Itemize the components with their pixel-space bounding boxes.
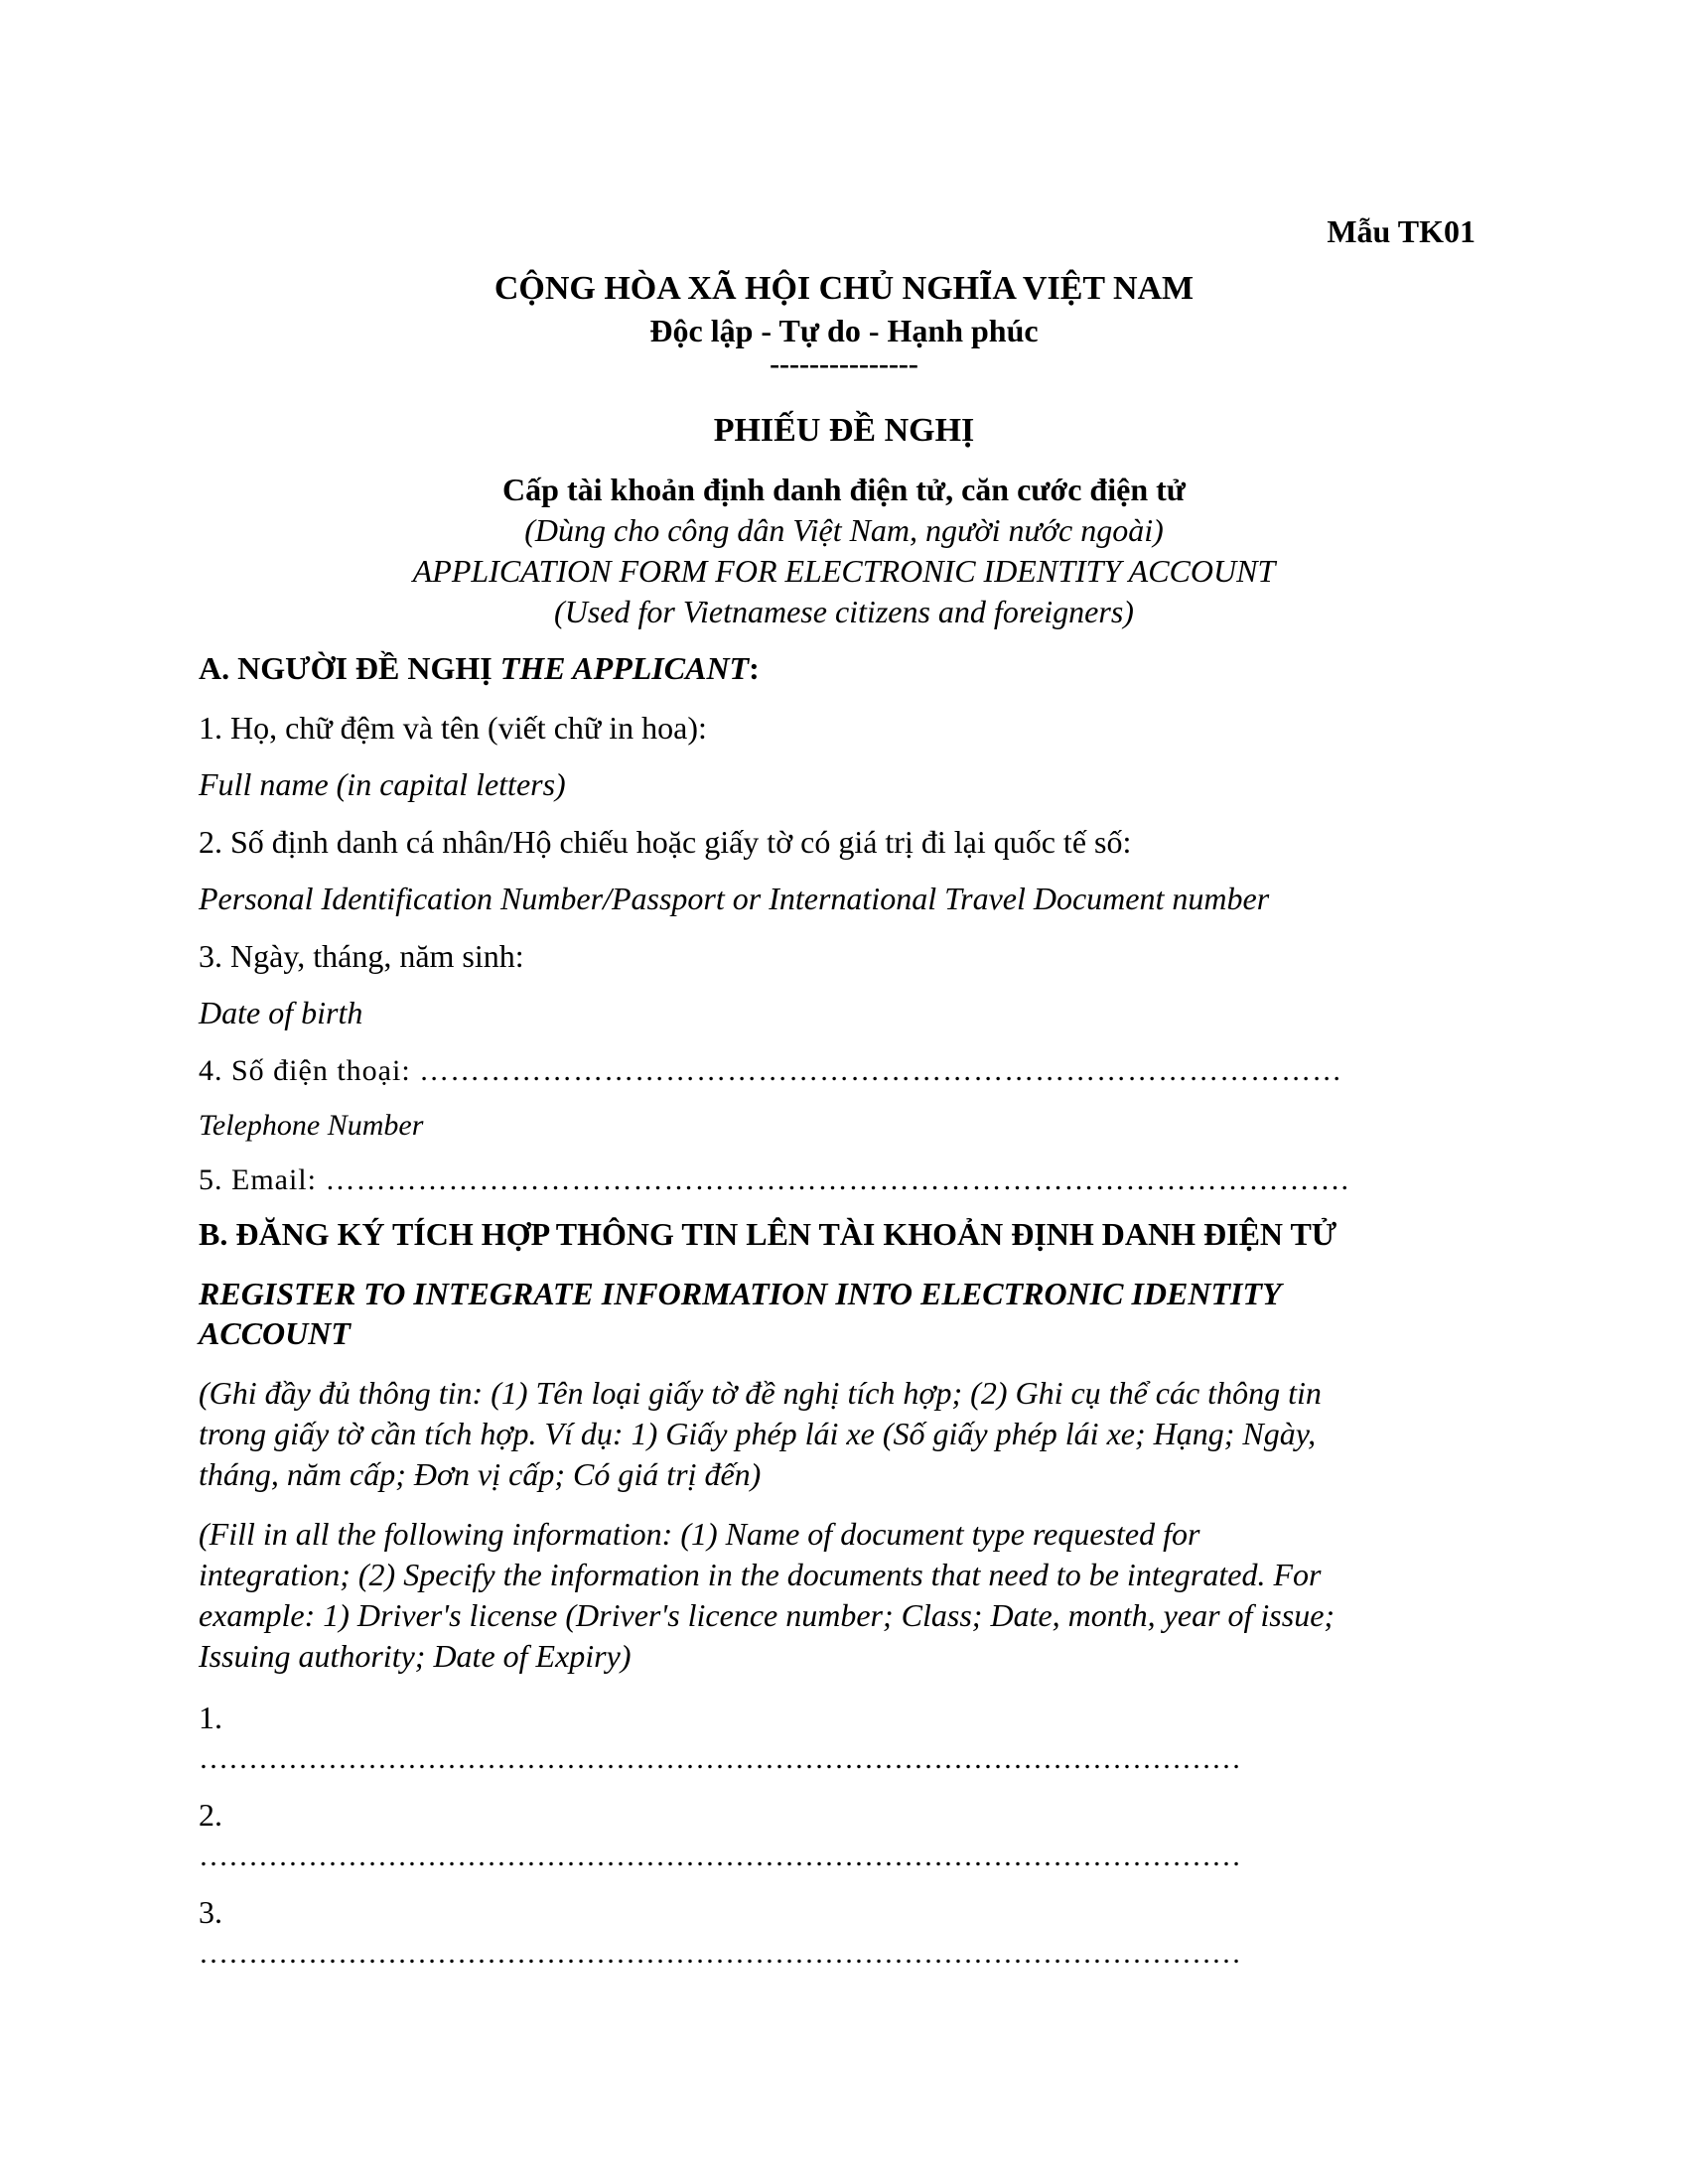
form-code: Mẫu TK01 (1327, 213, 1476, 249)
section-b-note-en-line3: example: 1) Driver's license (Driver's licence number; Class; Date, month, year of issue; (199, 1597, 1336, 1633)
entry-1-field[interactable]: …………………………………………………………………………………………… (199, 1742, 1241, 1775)
section-b-heading: B. ĐĂNG KÝ TÍCH HỢP THÔNG TIN LÊN TÀI KHOẢN ĐỊNH DANH ĐIỆN TỬ (199, 1216, 1337, 1252)
section-a-heading-vi: A. NGƯỜI ĐỀ NGHỊ (199, 650, 500, 686)
field-birth-date-label: 3. Ngày, tháng, năm sinh: (199, 938, 524, 974)
section-b-note-vi-line2: trong giấy tờ cần tích hợp. Ví dụ: 1) Giấy phép lái xe (Số giấy phép lái xe; Hạng; Ngày, (199, 1416, 1317, 1451)
entry-2-field[interactable]: …………………………………………………………………………………………… (199, 1840, 1241, 1872)
section-b-note-en-line2: integration; (2) Specify the information in the documents that need to be integrated. For (199, 1557, 1322, 1592)
section-b-heading-en-line2: ACCOUNT (199, 1315, 351, 1351)
form-title: PHIẾU ĐỀ NGHỊ (713, 412, 975, 449)
nation-title: CỘNG HÒA XÃ HỘI CHỦ NGHĨA VIỆT NAM (493, 270, 1195, 307)
section-b-note-en-line4: Issuing authority; Date of Expiry) (199, 1638, 632, 1674)
form-subtitle: Cấp tài khoản định danh điện tử, căn cước điện tử (502, 472, 1186, 507)
form-title-english: APPLICATION FORM FOR ELECTRONIC IDENTITY ACCOUNT (412, 553, 1276, 589)
field-full-name-label: 1. Họ, chữ đệm và tên (viết chữ in hoa): (199, 710, 707, 746)
entry-1-number: 1. (199, 1700, 222, 1735)
entry-3-field[interactable]: …………………………………………………………………………………………… (199, 1937, 1241, 1970)
field-id-number-label-en: Personal Identification Number/Passport or International Travel Document number (199, 881, 1270, 916)
form-title-english-note: (Used for Vietnamese citizens and foreigners) (554, 594, 1134, 629)
form-subtitle-note: (Dùng cho công dân Việt Nam, người nước ngoài) (524, 512, 1164, 548)
section-a-heading-colon: : (749, 650, 760, 686)
field-phone-label[interactable]: 4. Số điện thoại: ……………………………………………………………………………… (199, 1054, 1343, 1087)
section-a-heading-en: THE APPLICANT (499, 650, 750, 686)
section-b-note-vi-line3: tháng, năm cấp; Đơn vị cấp; Có giá trị đến) (199, 1456, 762, 1492)
field-email-label[interactable]: 5. Email: ………………………………………………………………………………………. (199, 1163, 1349, 1196)
header-divider: --------------- (770, 347, 918, 380)
field-full-name-label-en: Full name (in capital letters) (199, 766, 566, 802)
section-b-note-en-line1: (Fill in all the following information: (1) Name of document type requested for (199, 1516, 1200, 1552)
section-a-heading (199, 650, 760, 687)
section-b-note-vi-line1: (Ghi đầy đủ thông tin: (1) Tên loại giấy tờ đề nghị tích hợp; (2) Ghi cụ thể các thông tin (199, 1375, 1322, 1411)
field-phone-label-en: Telephone Number (199, 1109, 424, 1142)
field-id-number-label: 2. Số định danh cá nhân/Hộ chiếu hoặc giấy tờ có giá trị đi lại quốc tế số: (199, 824, 1132, 860)
motto: Độc lập - Tự do - Hạnh phúc (649, 313, 1039, 348)
entry-3-number: 3. (199, 1894, 222, 1930)
entry-2-number: 2. (199, 1797, 222, 1833)
section-b-heading-en-line1: REGISTER TO INTEGRATE INFORMATION INTO ELECTRONIC IDENTITY (199, 1276, 1282, 1311)
field-birth-date-label-en: Date of birth (199, 995, 363, 1030)
